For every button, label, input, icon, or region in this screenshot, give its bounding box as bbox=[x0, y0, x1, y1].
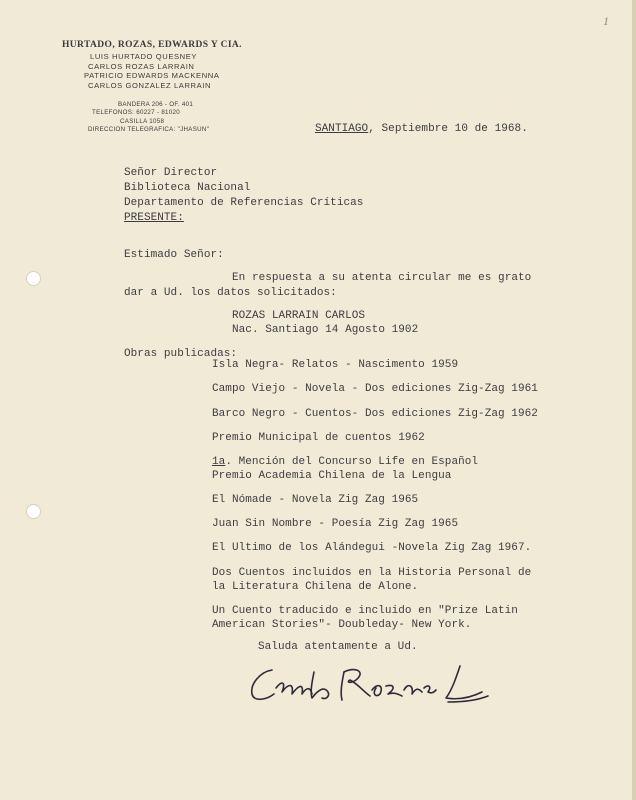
work-item: Un Cuento traducido e incluido en "Prize Latin bbox=[212, 605, 518, 617]
intro-line: En respuesta a su atenta circular me es grato bbox=[232, 272, 532, 284]
partner-name: LUIS HURTADO QUESNEY bbox=[90, 52, 198, 61]
work-item: Campo Viejo - Novela - Dos ediciones Zig-Zag 1961 bbox=[212, 383, 538, 395]
work-prefix: 1a bbox=[212, 456, 226, 468]
closing-line: Saluda atentamente a Ud. bbox=[258, 641, 418, 653]
work-item: Juan Sin Nombre - Poesía Zig Zag 1965 bbox=[212, 518, 459, 530]
recipient-present: PRESENTE: bbox=[124, 212, 184, 224]
work-item bbox=[212, 456, 478, 468]
work-item: El Ultimo de los Alándegui -Novela Zig Zag 1967. bbox=[212, 542, 532, 554]
recipient-line: Departamento de Referencias Críticas bbox=[124, 197, 364, 209]
intro-line: dar a Ud. los datos solicitados: bbox=[124, 287, 337, 299]
letterhead-contact bbox=[88, 101, 288, 134]
contact-telegraph: DIRECCION TELEGRAFICA: "JHASUN" bbox=[88, 125, 210, 133]
work-item: Premio Municipal de cuentos 1962 bbox=[212, 432, 425, 444]
salutation: Estimado Señor: bbox=[124, 249, 224, 261]
work-item: Isla Negra- Relatos - Nascimento 1959 bbox=[212, 359, 459, 371]
work-item: El Nómade - Novela Zig Zag 1965 bbox=[212, 494, 419, 506]
date-rest: , Septiembre 10 de 1968. bbox=[368, 123, 528, 135]
work-item: Premio Academia Chilena de la Lengua bbox=[212, 470, 452, 482]
author-name: ROZAS LARRAIN CARLOS bbox=[232, 310, 366, 322]
recipient-line: Biblioteca Nacional bbox=[124, 182, 251, 194]
recipient-line: Señor Director bbox=[124, 167, 218, 179]
work-item: American Stories"- Doubleday- New York. bbox=[212, 619, 472, 631]
page-number: 1 bbox=[603, 14, 609, 28]
contact-address: BANDERA 206 - OF. 401 bbox=[118, 101, 194, 108]
work-item: Dos Cuentos incluidos en la Historia Personal de bbox=[212, 567, 532, 579]
paper-edge bbox=[632, 0, 636, 800]
partner-name: CARLOS ROZAS LARRAIN bbox=[88, 61, 195, 71]
work-item: Barco Negro - Cuentos- Dos ediciones Zig-Zag 1962 bbox=[212, 408, 538, 420]
signature bbox=[238, 658, 498, 708]
work-text: . Mención del Concurso Life en Español bbox=[225, 456, 479, 468]
works-heading: Obras publicadas: bbox=[124, 348, 238, 360]
contact-phones: TELEFONOS: 60227 - 81020 bbox=[92, 109, 181, 117]
author-birth: Nac. Santiago 14 Agosto 1902 bbox=[232, 324, 419, 336]
date-city: SANTIAGO bbox=[315, 123, 369, 135]
punch-hole-bottom bbox=[26, 504, 41, 519]
work-item: la Literatura Chilena de Alone. bbox=[212, 581, 419, 593]
partner-name: CARLOS GONZALEZ LARRAIN bbox=[88, 80, 212, 90]
contact-po-box: CASILLA 1058 bbox=[120, 117, 165, 125]
punch-hole-top bbox=[26, 271, 41, 286]
letterhead-firm-name: HURTADO, ROZAS, EDWARDS Y CIA. bbox=[62, 40, 242, 50]
letterhead-partners bbox=[84, 52, 274, 90]
date-line bbox=[315, 123, 528, 135]
partner-name: PATRICIO EDWARDS MACKENNA bbox=[84, 71, 220, 81]
